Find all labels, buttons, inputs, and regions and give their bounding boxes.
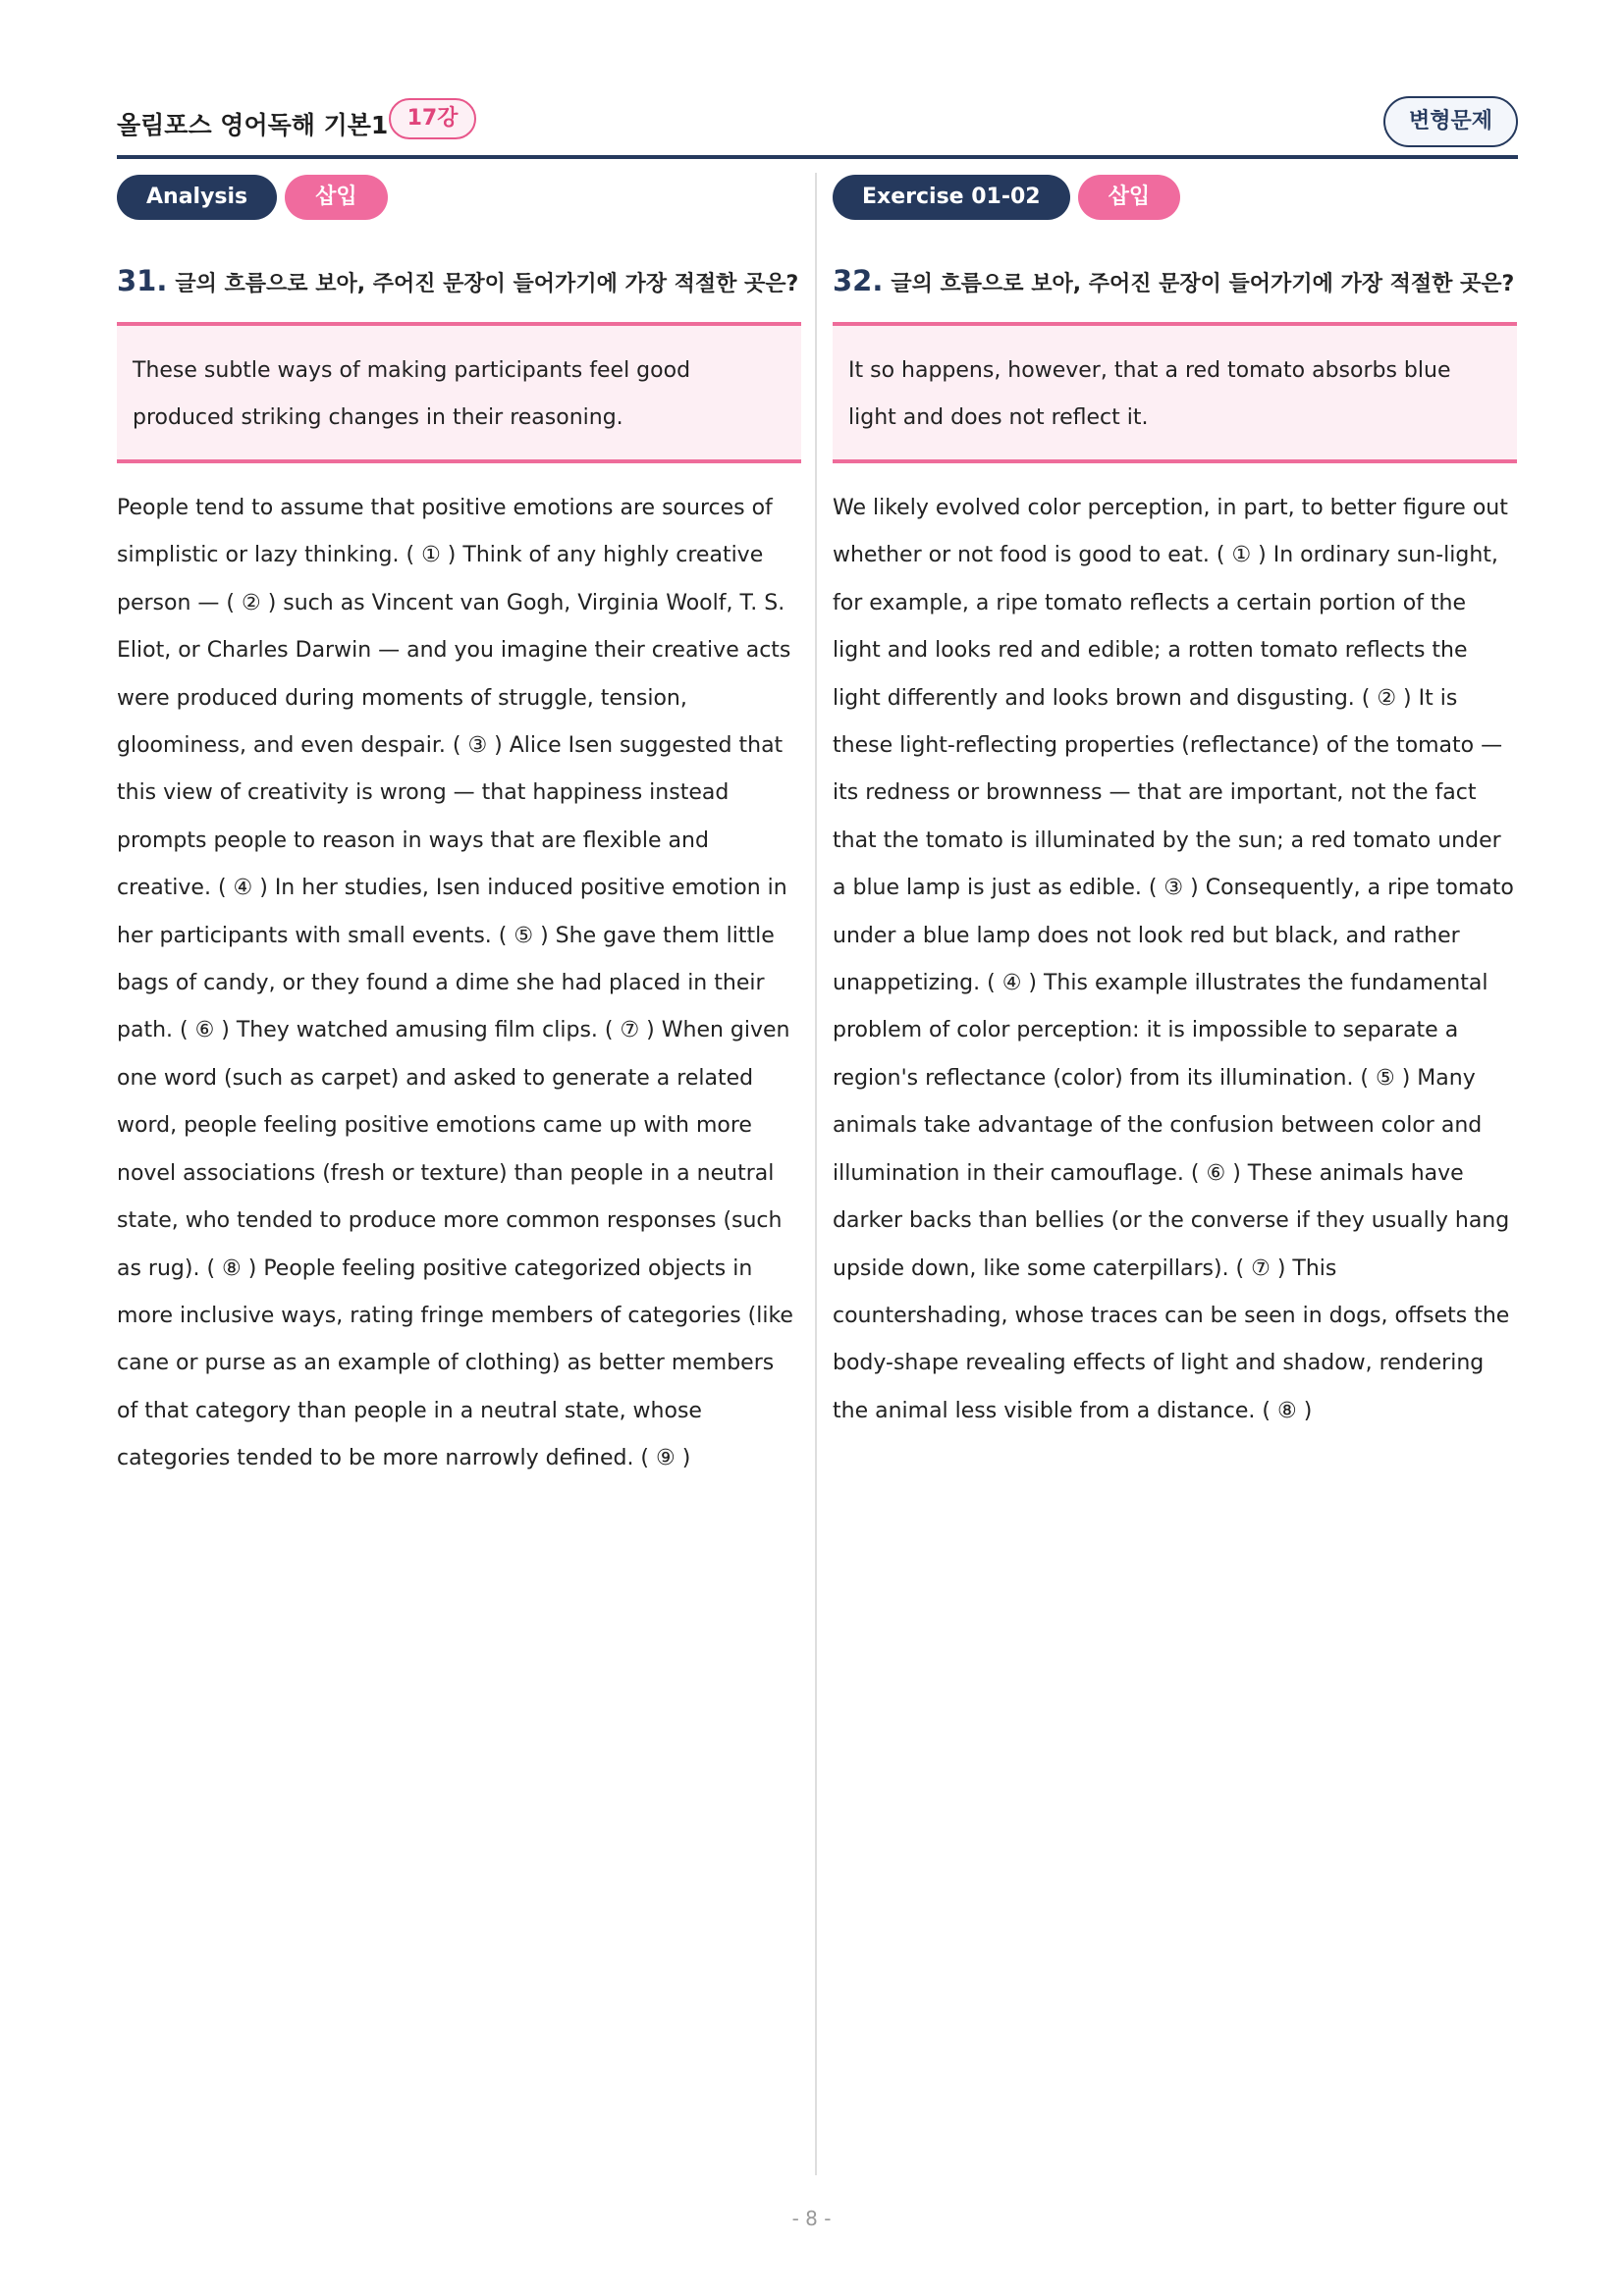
left-tags — [117, 175, 801, 222]
question-number: 31. — [117, 264, 168, 297]
insertion-tag: 삽입 — [285, 175, 388, 220]
exercise-tag: Exercise 01-02 — [833, 175, 1070, 220]
question-text: 글의 흐름으로 보아, 주어진 문장이 들어가기에 가장 적절한 곳은? — [891, 272, 1515, 296]
book-title: 올림포스 영어독해 기본1 — [117, 111, 389, 139]
question-31 — [117, 259, 801, 306]
insertion-tag: 삽입 — [1078, 175, 1181, 220]
right-column — [833, 175, 1517, 1435]
question-text: 글의 흐름으로 보아, 주어진 문장이 들어가기에 가장 적절한 곳은? — [175, 272, 799, 296]
page-number: - 8 - — [791, 2207, 832, 2230]
given-sentence-box — [833, 322, 1517, 463]
left-column — [117, 175, 801, 1483]
column-divider — [815, 173, 817, 2175]
lesson-badge: 17강 — [389, 98, 476, 139]
right-tags — [833, 175, 1517, 222]
given-sentence-box — [117, 322, 801, 463]
question-32 — [833, 259, 1517, 306]
header-rule — [117, 155, 1518, 159]
passage-text: People tend to assume that positive emotions are sources of simplistic or lazy thinking. ( ① ) Think of any highly creative person — ( ② ) such as Vincent van Gogh, Virginia Woolf, T. S. Eliot, or Charles Darwin — and you imagine their creative acts were produced during moments of struggle, tension, gloominess, and even despair. ( ③ ) Alice Isen suggested that this view of creativity is wrong — that happiness instead prompts people to reason in ways that are flexible and creative. ( ④ ) In her studies, Isen induced positive emotion in her participants with small events. ( ⑤ ) She gave them little bags of candy, or they found a dime she had placed in their path. ( ⑥ ) They watched amusing film clips. ( ⑦ ) When given one word (such as carpet) and asked to generate a related word, people feeling positive emotions came up with more novel associations (fresh or texture) than people in a neutral state, who tended to produce more common responses (such as rug). ( ⑧ ) People feeling positive categorized objects in more inclusive ways, rating fringe members of categories (like cane or purse as an example of clothing) as better members of that category than people in a neutral state, whose categories tended to be more narrowly defined. ( ⑨ ) — [117, 496, 793, 1471]
question-number: 32. — [833, 264, 884, 297]
variant-badge: 변형문제 — [1383, 96, 1518, 147]
given-sentence: It so happens, however, that a red tomato absorbs blue light and does not reflect it. — [848, 358, 1451, 430]
page-header — [117, 96, 1518, 157]
analysis-tag: Analysis — [117, 175, 277, 220]
given-sentence: These subtle ways of making participants feel good produced striking changes in their reasoning. — [133, 358, 691, 430]
passage-text: We likely evolved color perception, in part, to better figure out whether or not food is good to eat. ( ① ) In ordinary sun-light, for example, a ripe tomato reflects a certain portion of the light and looks red and edible; a rotten tomato reflects the light differently and looks brown and disgusting. ( ② ) It is these light-reflecting properties (reflectance) of the tomato — its redness or brownness — that are important, not the fact that the tomato is illuminated by the sun; a red tomato under a blue lamp is just as edible. ( ③ ) Consequently, a ripe tomato under a blue lamp does not look red but black, and rather unappetizing. ( ④ ) This example illustrates the fundamental problem of color perception: it is impossible to separate a region's reflectance (color) from its illumination. ( ⑤ ) Many animals take advantage of the confusion between color and illumination in their camouflage. ( ⑥ ) These animals have darker backs than bellies (or the converse if they usually hang upside down, like some caterpillars). ( ⑦ ) This countershading, whose traces can be seen in dogs, offsets the body-shape revealing effects of light and shadow, rendering the animal less visible from a distance. ( ⑧ ) — [833, 496, 1514, 1423]
